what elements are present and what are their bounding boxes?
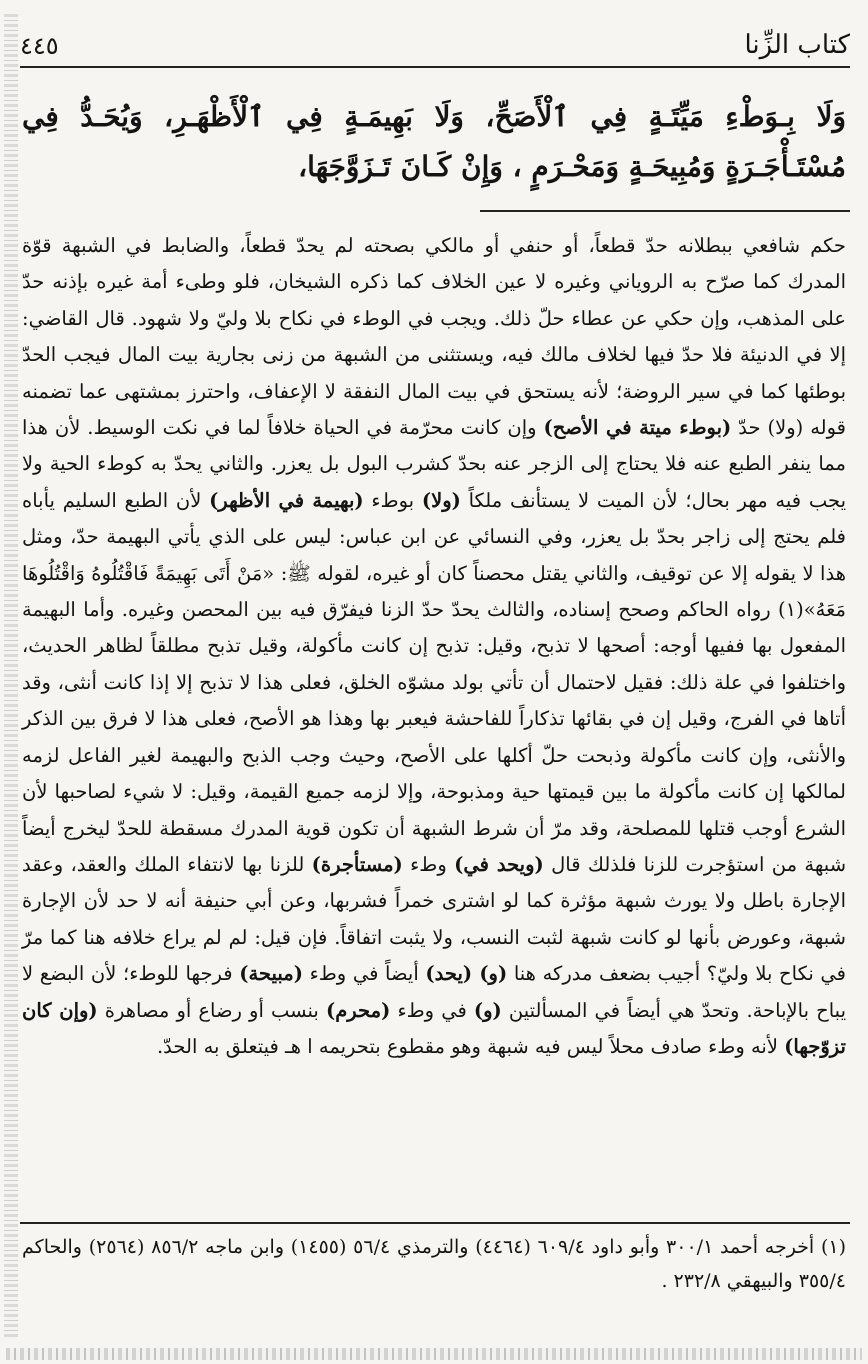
page-number: ٤٤٥ (20, 32, 59, 60)
keyword: (مبيحة) (239, 962, 303, 986)
page-header (20, 22, 850, 68)
footnote: (١) أخرجه أحمد ٣٠٠/١ وأبو داود ٦٠٩/٤ (٤٤٦٤) والترمذي ٥٦/٤ (١٤٥٥) وابن ماجه ٨٥٦/٢ (٢٥٦٤) والحاكم ٣٥٥/٤ والبيهقي ٢٣٢/٨ . (22, 1236, 847, 1292)
keyword: (بوطء ميتة في الأصح) (543, 416, 732, 440)
main-text: وَلَا بِـوَطْءِ مَيِّتَـةٍ فِي ٱلْأَصَحِّ، وَلَا بَهِيمَـةٍ فِي ٱلْأَظْهَـرِ، وَيُحَـدُّ فِي مُسْتَـأْجَـرَةٍ وَمُبِيحَـةٍ وَمَحْـرَمٍ ، وَإِنْ كَـانَ تَـزَوَّجَهَا، (22, 100, 846, 183)
keyword: (ولا) (421, 488, 461, 512)
keyword: (و) (يحد) (425, 962, 508, 986)
decorative-side-border (4, 14, 18, 1340)
keyword: (وإن كان تزوّجها) (22, 998, 846, 1058)
text-divider (480, 210, 850, 212)
commentary-paragraph: حكم شافعي ببطلانه حدّ قطعاً، أو حنفي أو مالكي بصحته لم يحدّ قطعاً، والضابط في الشبهة قوّة المدرك كما صرّح به الروياني وغيره لا عين الخلاف كما ذكره الشيخان، فلو وطىء أمة غيره بإذنه حدّ على المذهب، وإن حكي عن عطاء حلّ ذلك. ويجب في الوطء في نكاح بلا وليّ ولا شهود. قال القاضي: إلا في الدنيئة فلا حدّ فيها لخلاف مالك فيه، ويستثنى من الشبهة من زنى بجارية بيت المال فيجب الحدّ بوطئها كما في سير الروضة؛ لأنه يستحق في بيت المال النفقة لا الإعفاف، واحترز بمشتهى عما تضمنه قوله (ولا) حدّ (بوطء ميتة في الأصح) وإن كانت محرّمة في الحياة خلافاً لما في نكت الوسيط. لأن هذا مما ينفر الطبع عنه فلا يحتاج إلى الزجر عنه بحدّ كشرب البول بل يعزر. والثاني يحدّ به كوطء الحية ولا يجب فيه مهر بحال؛ لأن الميت لا يستأنف ملكاً (ولا) بوطء (بهيمة في الأظهر) لأن الطبع السليم يأباه فلم يحتج إلى زاجر بحدّ بل يعزر، وفي النسائي عن ابن عباس: ليس على الذي يأتي البهيمة حدّ، ومثل هذا لا يقوله إلا عن توقيف، والثاني يقتل محصناً كان أو غيره، لقوله ﷺ: «مَنْ أَتَى بَهِيمَةً فَاقْتُلُوهُ وَاقْتُلُوهَا مَعَهُ»(١) رواه الحاكم وصحح إسناده، والثالث يحدّ حدّ الزنا فيفرّق فيه بين المحصن وغيره. وأما البهيمة المفعول بها ففيها أوجه: أصحها لا تذبح، وقيل: تذبح إن كانت مأكولة، وقيل تذبح مطلقاً لظاهر الحديث، واختلفوا في علة ذلك: فقيل لاحتمال أن تأتي بولد مشوّه الخلق، فعلى هذا لا تذبح إلا إذا كانت أنثى، وقد أتاها في الفرج، وقيل إن في بقائها تذكاراً للفاحشة فيعبر بها وهذا هو الأصح، فعلى هذا لا فرق بين الذكر والأنثى، وإن كانت مأكولة وذبحت حلّ أكلها على الأصح، وحيث وجب الذبح والبهيمة لغير الفاعل لزمه لمالكها إن كانت مأكولة ما بين قيمتها حية ومذبوحة، وإلا لزمه جميع القيمة، وقيل: لا شيء لصاحبها لأن الشرع أوجب قتلها للمصلحة، وقد مرّ أن شرط الشبهة أن تكون قوية المدرك مسقطة للحدّ ليخرج أيضاً شبهة من استؤجرت للزنا فلذلك قال (ويحد في) وطء (مستأجرة) للزنا بها لانتفاء الملك والعقد، وعقد الإجارة باطل ولا يورث شبهة مؤثرة كما لو اشترى خمراً فشربها، وعن أبي حنيفة أنه لا حد لأن الإجارة شبهة، وعورض بأنها لو كانت شبهة لثبت النسب، ولا يثبت اتفاقاً. فإن قيل: لم لم يراع خلافه هنا كما مرّ في نكاح بلا وليّ؟ أجيب بضعف مدركه هنا (و) (يحد) أيضاً في وطء (مبيحة) فرجها للوطء؛ لأن البضع لا يباح بالإباحة. وتحدّ هي أيضاً في المسألتين (و) في وطء (محرم) بنسب أو رضاع أو مصاهرة (وإن كان تزوّجها) لأنه وطء صادف محلاً ليس فيه شبهة وهو مقطوع بتحريمه ا هـ فيتعلق به الحدّ. (22, 234, 847, 1058)
keyword: (بهيمة في الأظهر) (209, 488, 364, 512)
commentary (22, 228, 846, 1065)
book-title: كتاب الزِّنا (744, 30, 850, 60)
keyword: (ويحد في) (454, 852, 544, 876)
keyword: (محرم) (326, 998, 391, 1022)
keyword: (و) (473, 998, 502, 1022)
keyword: (مستأجرة) (311, 852, 403, 876)
decorative-bottom-border (6, 1348, 862, 1360)
footnote-rule (20, 1222, 850, 1224)
